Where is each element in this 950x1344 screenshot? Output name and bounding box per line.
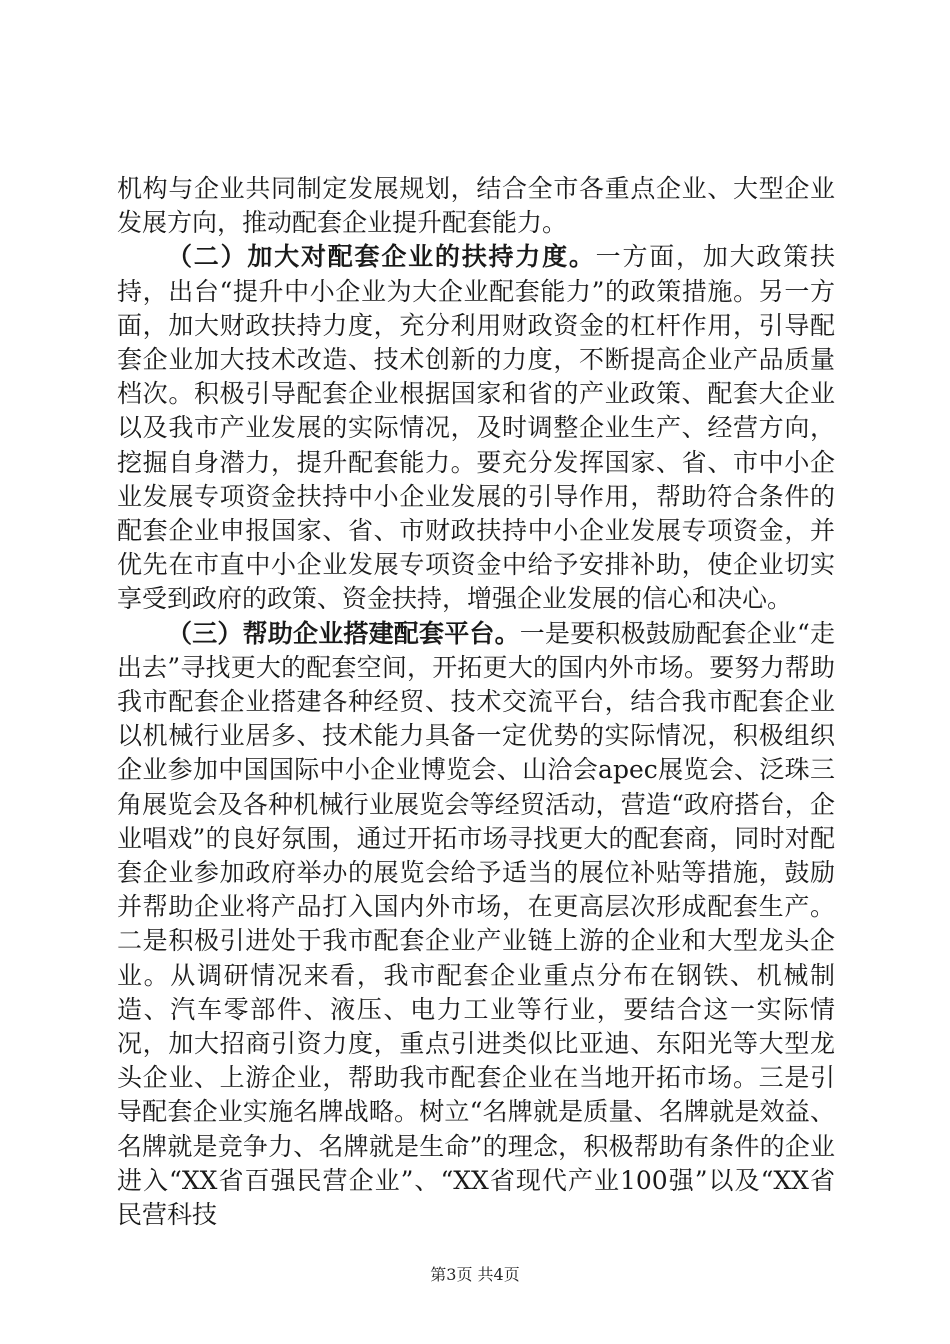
paragraph-section-3 [117, 617, 835, 1233]
section-heading: （二）加大对配套企业的扶持力度。 [167, 242, 596, 272]
paragraph-text: 一方面，加大政策扶持，出台“提升中小企业为大企业配套能力”的政策措施。另一方面，加大财政扶持力度，充分利用财政资金的杠杆作用，引导配套企业加大技术改造、技术创新的力度，不断提高企业产品质量档次。积极引导配套企业根据国家和省的产业政策、配套大企业以及我市产业发展的实际情况，及时调整企业生产、经营方向，挖掘自身潜力，提升配套能力。要充分发挥国家、省、市中小企业发展专项资金扶持中小企业发展的引导作用，帮助符合条件的配套企业申报国家、省、市财政扶持中小企业发展专项资金，并优先在市直中小企业发展专项资金中给予安排补助，使企业切实享受到政府的政策、资金扶持，增强企业发展的信心和决心。 [117, 242, 835, 614]
page-number: 第3页 共4页 [430, 1265, 520, 1284]
document-body [117, 172, 835, 1232]
paragraph-section-2 [117, 240, 835, 616]
paragraph-continuation [117, 172, 835, 240]
page-footer [0, 1262, 950, 1285]
paragraph-text: 一是要积极鼓励配套企业“走出去”寻找更大的配套空间，开拓更大的国内外市场。要努力帮助我市配套企业搭建各种经贸、技术交流平台，结合我市配套企业以机械行业居多、技术能力具备一定优势的实际情况，积极组织企业参加中国国际中小企业博览会、山洽会apec展览会、泛珠三角展览会及各种机械行业展览会等经贸活动，营造“政府搭台，企业唱戏”的良好氛围，通过开拓市场寻找更大的配套商，同时对配套企业参加政府举办的展览会给予适当的展位补贴等措施，鼓励并帮助企业将产品打入国内外市场，在更高层次形成配套生产。二是积极引进处于我市配套企业产业链上游的企业和大型龙头企业。从调研情况来看，我市配套企业重点分布在钢铁、机械制造、汽车零部件、液压、电力工业等行业，要结合这一实际情况，加大招商引资力度，重点引进类似比亚迪、东阳光等大型龙头企业、上游企业，帮助我市配套企业在当地开拓市场。三是引导配套企业实施名牌战略。树立“名牌就是质量、名牌就是效益、名牌就是竞争力、名牌就是生命”的理念，积极帮助有条件的企业进入“XX省百强民营企业”、“XX省现代产业100强”以及“XX省民营科技 [117, 618, 835, 1230]
section-heading: （三）帮助企业搭建配套平台。 [167, 618, 520, 648]
paragraph-text: 机构与企业共同制定发展规划，结合全市各重点企业、大型企业发展方向，推动配套企业提升配套能力。 [117, 174, 835, 238]
